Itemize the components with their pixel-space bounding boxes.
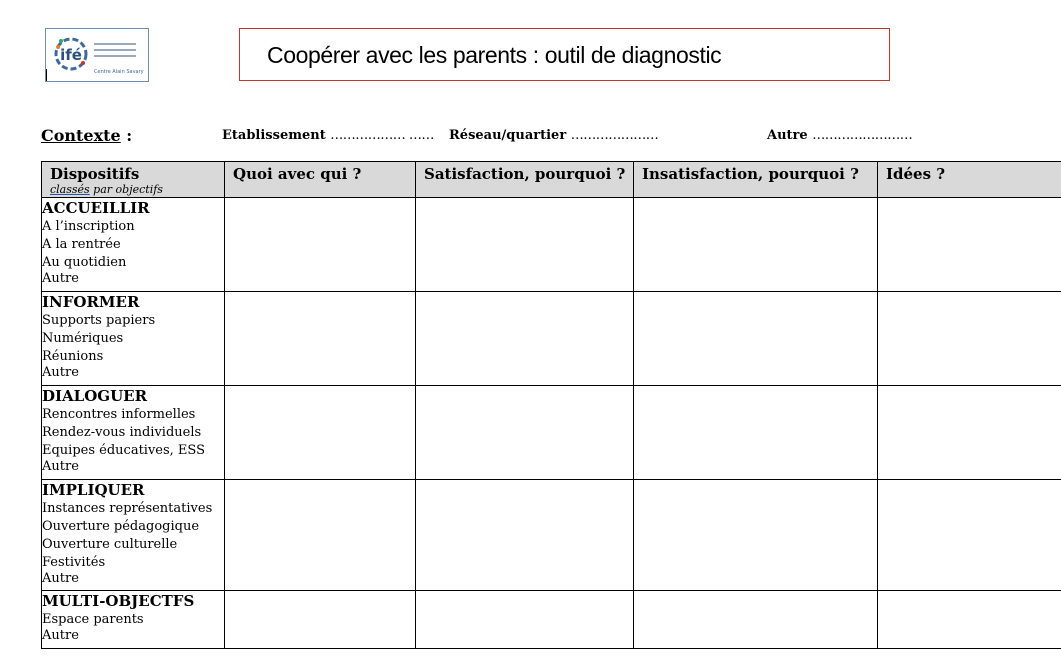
category-title: DIALOGUER [42, 387, 148, 405]
cell-idees[interactable] [878, 386, 1061, 480]
header-idees [878, 162, 1061, 198]
text-cursor [46, 69, 47, 81]
ife-logo-icon [52, 35, 90, 73]
diagnostic-table [41, 161, 1061, 649]
context-field-label: Autre [767, 128, 813, 143]
header-sub-a: classés [50, 183, 90, 196]
header-satisfaction [416, 162, 634, 198]
header-insatisfaction-label: Insatisfaction, pourquoi ? [642, 165, 859, 183]
cell-insatisfaction[interactable] [634, 480, 878, 591]
context-field-etablissement[interactable] [222, 128, 434, 143]
table-row-informer [42, 292, 1061, 386]
category-title: ACCUEILLIR [42, 199, 150, 217]
context-field-blank: ………………… [570, 128, 659, 143]
category-title: IMPLIQUER [42, 481, 145, 499]
header-dispositifs-sub [50, 184, 224, 196]
category-item: Autre [42, 571, 79, 586]
cell-quoi[interactable] [225, 386, 416, 480]
cell-satisfaction[interactable] [416, 292, 634, 386]
header-insatisfaction [634, 162, 878, 198]
header-dispositifs [42, 162, 225, 198]
cell-insatisfaction[interactable] [634, 386, 878, 480]
category-cell [42, 386, 225, 480]
title-box [239, 28, 890, 81]
category-item: Supports papiers [42, 313, 156, 328]
cell-satisfaction[interactable] [416, 386, 634, 480]
category-item: Autre [42, 628, 79, 643]
category-item: Ouverture culturelle [42, 537, 178, 552]
category-item: Autre [42, 271, 79, 286]
category-item: Espace parents [42, 612, 144, 627]
category-item: Equipes éducatives, ESS [42, 443, 206, 458]
category-item: Rencontres informelles [42, 407, 196, 422]
context-label-suffix: : [120, 126, 133, 145]
cell-satisfaction[interactable] [416, 591, 634, 649]
context-field-label: Réseau/quartier [449, 128, 571, 143]
category-item: Au quotidien [42, 255, 127, 270]
category-cell [42, 480, 225, 591]
category-cell [42, 198, 225, 292]
cell-quoi[interactable] [225, 480, 416, 591]
category-item: A l’inscription [42, 219, 135, 234]
header-idees-label: Idées ? [886, 165, 946, 183]
category-cell [42, 292, 225, 386]
context-field-blank: ……………… …… [330, 128, 434, 143]
ife-logo [45, 28, 149, 82]
category-item: Numériques [42, 331, 124, 346]
context-label [41, 126, 132, 145]
context-field-autre[interactable] [767, 128, 912, 143]
header-dispositifs-label: Dispositifs [50, 165, 140, 183]
cell-quoi[interactable] [225, 292, 416, 386]
cell-satisfaction[interactable] [416, 198, 634, 292]
context-field-blank: …………………… [812, 128, 913, 143]
category-item: Instances représentatives [42, 501, 213, 516]
cell-quoi[interactable] [225, 198, 416, 292]
category-item: Rendez-vous individuels [42, 425, 202, 440]
category-title: MULTI-OBJECTFS [42, 592, 195, 610]
cell-insatisfaction[interactable] [634, 198, 878, 292]
cell-idees[interactable] [878, 292, 1061, 386]
table-row-accueillir [42, 198, 1061, 292]
cell-idees[interactable] [878, 591, 1061, 649]
logo-caption: Centre Alain Savary [94, 69, 144, 75]
context-field-label: Etablissement [222, 128, 331, 143]
category-item: Autre [42, 459, 79, 474]
context-label-text: Contexte [41, 126, 121, 145]
cell-quoi[interactable] [225, 591, 416, 649]
header-quoi [225, 162, 416, 198]
cell-insatisfaction[interactable] [634, 292, 878, 386]
category-title: INFORMER [42, 293, 140, 311]
header-sub-b: par objectifs [89, 183, 163, 196]
header-quoi-label: Quoi avec qui ? [233, 165, 362, 183]
cell-insatisfaction[interactable] [634, 591, 878, 649]
category-item: Réunions [42, 349, 104, 364]
table-row-dialoguer [42, 386, 1061, 480]
context-field-reseau[interactable] [449, 128, 658, 143]
category-item: Ouverture pédagogique [42, 519, 200, 534]
cell-satisfaction[interactable] [416, 480, 634, 591]
cell-idees[interactable] [878, 198, 1061, 292]
page-title: Coopérer avec les parents : outil de diagnostic [267, 42, 722, 68]
table-row-multi-objectifs [42, 591, 1061, 649]
logo-name: ifé [60, 46, 82, 64]
category-item: Autre [42, 365, 79, 380]
table-row-impliquer [42, 480, 1061, 591]
category-cell [42, 591, 225, 649]
header-satisfaction-label: Satisfaction, pourquoi ? [424, 165, 626, 183]
cell-idees[interactable] [878, 480, 1061, 591]
table-header-row [42, 162, 1061, 198]
category-item: Festivités [42, 555, 106, 570]
category-item: A la rentrée [42, 237, 121, 252]
logo-text-lines [94, 43, 136, 61]
